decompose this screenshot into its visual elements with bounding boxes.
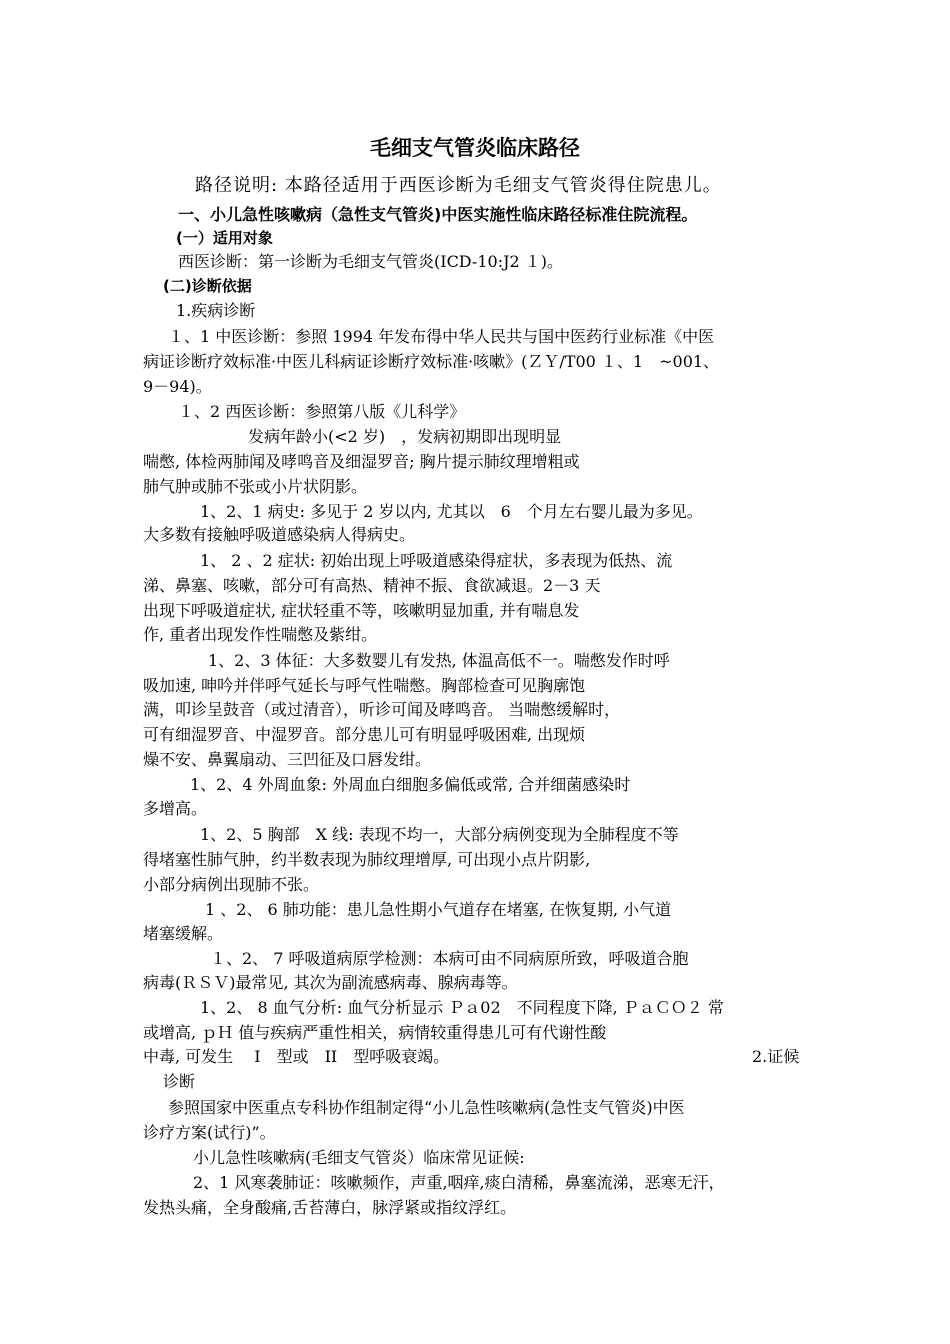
section-1-heading: 一、小儿急性咳嗽病（急性支气管炎)中医实施性临床路径标准住院流程。 [178, 205, 698, 224]
signs-line-5: 燥不安、鼻翼扇动、三凹征及口唇发绀。 [143, 750, 432, 769]
signs-line-3: 满，叩诊呈鼓音（或过清音），听诊可闻及哮鸣音。 当喘憋缓解时， [143, 700, 621, 719]
syndrome-diagnosis-label-a: 2.证候 [752, 1047, 800, 1066]
history-line-2: 大多数有接触呼吸道感染病人得病史。 [143, 525, 416, 544]
western-diagnosis-heading: １、2 西医诊断：参照第八版《儿科学》 [178, 402, 466, 421]
tcm-diagnosis-line-1: １、1 中医诊断：参照 1994 年发布得中华人民共与国中医药行业标准《中医 [168, 327, 715, 346]
lung-function-line-1: 1 、2、 6 肺功能：患儿急性期小气道存在堵塞, 在恢复期, 小气道 [205, 900, 672, 919]
xray-line-2: 得堵塞性肺气肿，约半数表现为肺纹理增厚, 可出现小点片阴影, [143, 850, 591, 869]
xray-line-3: 小部分病例出现肺不张。 [143, 875, 320, 894]
onset-line-2: 喘憋, 体检两肺闻及哮鸣音及细湿罗音; 胸片提示肺纹理增粗或 [143, 452, 580, 471]
symptoms-line-4: 作, 重者出现发作性喘憋及紫绀。 [143, 625, 378, 644]
wind-cold-line-1: 2、1 风寒袭肺证：咳嗽频作，声重,咽痒,痰白清稀，鼻塞流涕，恶寒无汗， [193, 1173, 725, 1192]
common-syndromes-heading: 小儿急性咳嗽病(毛细支气管炎）临床常见证候: [193, 1148, 525, 1167]
subsection-diagnosis-basis-heading: (二)诊断依据 [163, 277, 252, 295]
signs-line-1: 1、2、3 体征：大多数婴儿有发热, 体温高低不一。喘憋发作时呼 [208, 651, 670, 670]
blood-gas-line-3: 中毒, 可发生 I 型或 II 型呼吸衰竭。 [143, 1047, 450, 1066]
document-title: 毛细支气管炎临床路径 [370, 136, 580, 160]
blood-line-1: 1、2、4 外周血象: 外周血白细胞多偏低或常, 合并细菌感染时 [190, 775, 631, 794]
symptoms-line-2: 涕、鼻塞、咳嗽，部分可有高热、精神不振、食欲减退。2－3 天 [143, 576, 601, 595]
tcm-diagnosis-line-2: 病证诊断疗效标准·中医儿科病证诊断疗效标准·咳嗽》(ＺＹ/T00 １、1 ~001、 [143, 352, 720, 371]
path-description: 路径说明: 本路径适用于西医诊断为毛细支气管炎得住院患儿。 [195, 175, 722, 196]
pathogen-line-1: １、2、 7 呼吸道病原学检测：本病可由不同病原所致，呼吸道合胞 [210, 949, 689, 968]
blood-gas-line-2: 或增高, ｐＨ 值与疾病严重性相关，病情较重得患儿可有代谢性酸 [143, 1023, 607, 1042]
tcm-diagnosis-line-3: 9－94)。 [143, 377, 212, 396]
blood-line-2: 多增高。 [143, 799, 208, 818]
syndrome-reference-line-1: 参照国家中医重点专科协作组制定得“小儿急性咳嗽病(急性支气管炎)中医 [168, 1098, 685, 1117]
onset-line-1: 发病年龄小(<2 岁) ，发病初期即出现明显 [248, 427, 562, 446]
wind-cold-line-2: 发热头痛，全身酸痛,舌苔薄白，脉浮紧或指纹浮红。 [143, 1198, 517, 1217]
pathogen-line-2: 病毒(ＲＳＶ)最常见, 其次为副流感病毒、腺病毒等。 [143, 973, 518, 992]
blood-gas-line-1: 1、2、 8 血气分析: 血气分析显示 Ｐａ02 不同程度下降, ＰａＣＯ２ 常 [200, 998, 724, 1017]
symptoms-line-1: 1、 2 、2 症状: 初始出现上呼吸道感染得症状，多表现为低热、流 [200, 551, 673, 570]
syndrome-reference-line-2: 诊疗方案(试行)”。 [143, 1123, 276, 1142]
lung-function-line-2: 堵塞缓解。 [143, 924, 224, 943]
subsection-applicable-heading: (一）适用对象 [176, 229, 273, 247]
onset-line-3: 肺气肿或肺不张或小片状阴影。 [143, 477, 368, 496]
syndrome-diagnosis-label-b: 诊断 [163, 1072, 196, 1091]
symptoms-line-3: 出现下呼吸道症状, 症状轻重不等，咳嗽明显加重, 并有喘息发 [143, 601, 580, 620]
signs-line-4: 可有细湿罗音、中湿罗音。部分患儿可有明显呼吸困难, 出现烦 [143, 725, 586, 744]
disease-diagnosis-label: 1.疾病诊断 [176, 301, 256, 320]
history-line-1: 1、2、1 病史: 多见于 2 岁以内, 尤其以 6 个月左右婴儿最为多见。 [200, 502, 703, 521]
xray-line-1: 1、2、5 胸部 X 线: 表现不均一，大部分病例变现为全肺程度不等 [200, 825, 679, 844]
western-diagnosis-text: 西医诊断：第一诊断为毛细支气管炎(ICD-10:J2 １)。 [178, 252, 564, 271]
signs-line-2: 吸加速, 呻吟并伴呼气延长与呼气性喘憋。胸部检查可见胸廓饱 [143, 676, 586, 695]
